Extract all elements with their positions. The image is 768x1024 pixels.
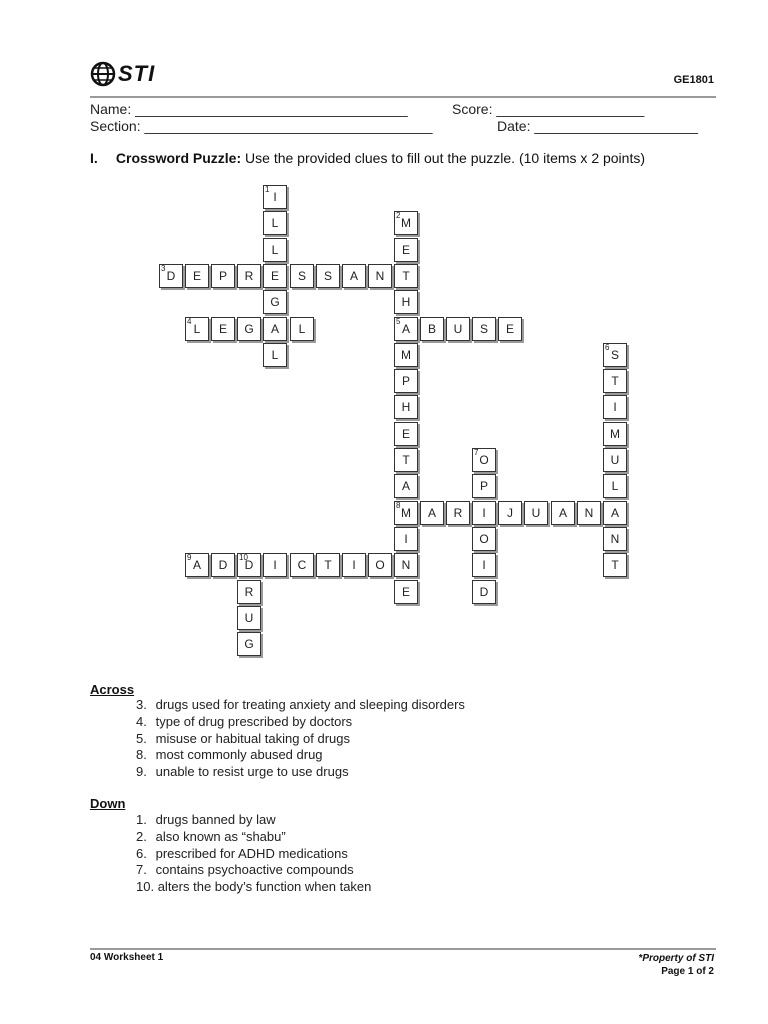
clue-num: 7.	[136, 862, 147, 878]
down-clue	[136, 862, 354, 877]
cell-letter: E	[192, 269, 201, 283]
crossword-cell[interactable]	[237, 317, 261, 341]
crossword-cell[interactable]	[290, 553, 314, 577]
cell-letter: A	[349, 269, 358, 283]
cell-letter: A	[558, 506, 567, 520]
cell-letter: T	[611, 558, 619, 572]
name-field[interactable]	[90, 101, 408, 117]
crossword-cell[interactable]	[237, 264, 261, 288]
course-code: GE1801	[673, 74, 714, 86]
across-clue	[136, 697, 465, 712]
crossword-cell[interactable]	[394, 238, 418, 262]
down-clue	[136, 829, 286, 844]
cell-letter: M	[401, 216, 411, 230]
crossword-cell[interactable]	[263, 185, 287, 209]
crossword-cell[interactable]	[472, 527, 496, 551]
cell-letter: S	[297, 269, 306, 283]
crossword-cell[interactable]	[472, 317, 496, 341]
crossword-cell[interactable]	[263, 290, 287, 314]
section-line: _____________________________________	[144, 118, 433, 134]
down-clue	[136, 812, 276, 827]
clue-text: misuse or habitual taking of drugs	[155, 730, 351, 746]
name-line: ___________________________________	[135, 101, 408, 117]
section-field[interactable]	[90, 118, 433, 134]
crossword-cell[interactable]	[159, 264, 183, 288]
crossword-cell[interactable]	[211, 553, 235, 577]
crossword-cell[interactable]	[551, 501, 575, 525]
cell-letter: S	[479, 322, 488, 336]
crossword-cell[interactable]	[472, 474, 496, 498]
cell-letter: U	[531, 506, 541, 520]
crossword-cell[interactable]	[342, 553, 366, 577]
sti-logo	[90, 60, 155, 88]
crossword-cell[interactable]	[446, 501, 470, 525]
clue-num: 8.	[136, 747, 147, 763]
clue-num: 4.	[136, 713, 147, 729]
crossword-cell[interactable]	[603, 448, 627, 472]
cell-letter: L	[611, 479, 619, 493]
cell-letter: M	[401, 506, 411, 520]
score-label: Score:	[452, 101, 493, 117]
cell-letter: H	[401, 295, 411, 309]
cell-letter: O	[479, 532, 489, 546]
crossword-cell[interactable]	[394, 527, 418, 551]
cell-letter: E	[505, 322, 514, 336]
cell-letter: E	[270, 269, 279, 283]
cell-letter: I	[482, 558, 486, 572]
across-clue	[136, 764, 349, 779]
cell-letter: N	[584, 506, 594, 520]
section-heading	[90, 150, 645, 166]
footer-right	[638, 952, 714, 978]
cell-letter: D	[479, 585, 489, 599]
crossword-cell[interactable]	[603, 343, 627, 367]
score-line: ___________________	[496, 101, 645, 117]
crossword-cell[interactable]	[394, 211, 418, 235]
cell-letter: D	[244, 558, 254, 572]
clue-num: 2.	[136, 828, 147, 844]
cell-letter: G	[270, 295, 280, 309]
crossword-cell[interactable]	[185, 553, 209, 577]
cell-letter: I	[613, 400, 617, 414]
cell-letter: A	[401, 322, 410, 336]
clue-text: prescribed for ADHD medications	[155, 845, 348, 861]
clue-number: 3	[161, 264, 166, 273]
crossword-cell[interactable]	[394, 448, 418, 472]
cell-letter: O	[479, 453, 489, 467]
crossword-cell[interactable]	[498, 501, 522, 525]
crossword-cell[interactable]	[603, 527, 627, 551]
cell-letter: T	[402, 453, 410, 467]
crossword-cell[interactable]	[342, 264, 366, 288]
clue-number: 2	[396, 211, 401, 220]
down-clue	[136, 879, 371, 894]
crossword-cell[interactable]	[394, 395, 418, 419]
clue-number: 5	[396, 317, 401, 326]
cell-letter: L	[193, 322, 201, 336]
cell-letter: I	[352, 558, 356, 572]
cell-letter: T	[402, 269, 410, 283]
clue-text: drugs banned by law	[155, 812, 276, 827]
crossword-cell[interactable]	[446, 317, 470, 341]
date-line: _____________________	[534, 118, 698, 134]
crossword-cell[interactable]	[263, 264, 287, 288]
cell-letter: L	[271, 243, 279, 257]
crossword-cell[interactable]	[394, 369, 418, 393]
clue-num: 5.	[136, 730, 147, 746]
cell-letter: I	[404, 532, 408, 546]
crossword-cell[interactable]	[394, 474, 418, 498]
clue-number: 7	[474, 448, 479, 457]
logo-text: STI	[118, 61, 156, 86]
score-field[interactable]	[452, 101, 644, 117]
clue-number: 4	[187, 317, 192, 326]
cell-letter: J	[507, 506, 513, 520]
cell-letter: I	[482, 506, 486, 520]
cell-letter: O	[375, 558, 385, 572]
page-number: Page 1 of 2	[661, 966, 714, 977]
cell-letter: E	[401, 585, 410, 599]
crossword-cell[interactable]	[237, 606, 261, 630]
cell-letter: N	[610, 532, 620, 546]
crossword-cell[interactable]	[420, 501, 444, 525]
cell-letter: H	[401, 400, 411, 414]
cell-letter: A	[610, 506, 619, 520]
crossword-cell[interactable]	[472, 553, 496, 577]
crossword-cell[interactable]	[603, 501, 627, 525]
crossword-cell[interactable]	[394, 501, 418, 525]
cell-letter: M	[401, 348, 411, 362]
crossword-cell[interactable]	[211, 317, 235, 341]
clue-num: 9.	[136, 764, 147, 780]
clue-text: alters the body’s function when taken	[157, 879, 372, 895]
cell-letter: L	[298, 322, 306, 336]
crossword-cell[interactable]	[603, 369, 627, 393]
cell-letter: A	[401, 479, 410, 493]
cell-letter: U	[453, 322, 463, 336]
clue-num: 10.	[136, 879, 155, 895]
crossword-cell[interactable]	[185, 264, 209, 288]
crossword-cell[interactable]	[211, 264, 235, 288]
cell-letter: U	[610, 453, 620, 467]
clue-number: 1	[265, 185, 270, 194]
cell-letter: A	[427, 506, 436, 520]
cell-letter: R	[453, 506, 463, 520]
crossword-cell[interactable]	[603, 474, 627, 498]
crossword-cell[interactable]	[394, 264, 418, 288]
clue-text: most commonly abused drug	[155, 747, 323, 763]
crossword-cell[interactable]	[394, 422, 418, 446]
crossword-cell[interactable]	[420, 317, 444, 341]
clue-text: type of drug prescribed by doctors	[155, 713, 353, 729]
crossword-cell[interactable]	[263, 553, 287, 577]
crossword-cell[interactable]	[263, 317, 287, 341]
crossword-cell[interactable]	[290, 264, 314, 288]
cell-letter: A	[270, 322, 279, 336]
crossword-cell[interactable]	[237, 580, 261, 604]
cell-letter: G	[244, 322, 254, 336]
property-note: *Property of STI	[638, 953, 714, 964]
cell-letter: T	[324, 558, 332, 572]
cell-letter: P	[479, 479, 488, 493]
cell-letter: D	[166, 269, 176, 283]
section-instruction: Use the provided clues to fill out the puzzle. (10 items x 2 points)	[245, 150, 646, 166]
crossword-cell[interactable]	[316, 553, 340, 577]
clue-number: 6	[605, 343, 610, 352]
clue-text: contains psychoactive compounds	[155, 862, 354, 878]
cell-letter: A	[192, 558, 201, 572]
cell-letter: B	[427, 322, 436, 336]
crossword-cell[interactable]	[472, 580, 496, 604]
cell-letter: R	[244, 585, 254, 599]
cell-letter: L	[271, 348, 279, 362]
cell-letter: E	[401, 243, 410, 257]
crossword-cell[interactable]	[603, 395, 627, 419]
crossword-cell[interactable]	[524, 501, 548, 525]
down-clue	[136, 846, 348, 861]
cell-letter: L	[271, 216, 279, 230]
clue-text: also known as “shabu”	[155, 828, 286, 844]
crossword-cell[interactable]	[603, 553, 627, 577]
section-title: Crossword Puzzle:	[115, 150, 242, 166]
header-divider	[90, 96, 716, 98]
cell-letter: P	[401, 374, 410, 388]
crossword-cell[interactable]	[263, 343, 287, 367]
cell-letter: U	[244, 611, 254, 625]
crossword-cell[interactable]	[237, 553, 261, 577]
down-heading: Down	[90, 796, 126, 811]
cell-letter: I	[273, 558, 277, 572]
cell-letter: I	[273, 190, 277, 204]
clue-text: unable to resist urge to use drugs	[155, 764, 349, 780]
crossword-cell[interactable]	[263, 211, 287, 235]
section-label: Section:	[90, 118, 141, 134]
crossword-cell[interactable]	[263, 238, 287, 262]
crossword-cell[interactable]	[316, 264, 340, 288]
cell-letter: N	[401, 558, 411, 572]
footer-divider	[90, 948, 716, 950]
crossword-cell[interactable]	[394, 580, 418, 604]
crossword-cell[interactable]	[577, 501, 601, 525]
crossword-cell[interactable]	[185, 317, 209, 341]
cell-letter: P	[218, 269, 227, 283]
cell-letter: S	[323, 269, 332, 283]
worksheet-label: 04 Worksheet 1	[90, 952, 164, 963]
crossword-cell[interactable]	[237, 632, 261, 656]
crossword-cell[interactable]	[394, 290, 418, 314]
clue-number: 9	[187, 553, 192, 562]
clue-number: 8	[396, 501, 401, 510]
clue-text: drugs used for treating anxiety and sleeping disorders	[155, 697, 465, 712]
date-field[interactable]	[497, 118, 698, 134]
clue-num: 6.	[136, 845, 147, 861]
crossword-cell[interactable]	[472, 448, 496, 472]
cell-letter: T	[611, 374, 619, 388]
crossword-cell[interactable]	[394, 317, 418, 341]
globe-icon	[90, 61, 116, 87]
cell-letter: E	[401, 427, 410, 441]
date-label: Date:	[497, 118, 531, 134]
clue-num: 3.	[136, 697, 147, 712]
cell-letter: G	[244, 637, 254, 651]
crossword-cell[interactable]	[368, 553, 392, 577]
crossword-cell[interactable]	[368, 264, 392, 288]
cell-letter: C	[297, 558, 307, 572]
clue-number: 10	[239, 553, 248, 562]
crossword-cell[interactable]	[498, 317, 522, 341]
across-clue	[136, 714, 352, 729]
crossword-cell[interactable]	[472, 501, 496, 525]
clue-num: 1.	[136, 812, 147, 827]
across-clue	[136, 731, 350, 746]
name-label: Name:	[90, 101, 132, 117]
crossword-cell[interactable]	[290, 317, 314, 341]
cell-letter: S	[610, 348, 619, 362]
section-number: I.	[90, 150, 98, 166]
cell-letter: E	[218, 322, 227, 336]
crossword-cell[interactable]	[394, 553, 418, 577]
crossword-cell[interactable]	[394, 343, 418, 367]
cell-letter: M	[610, 427, 620, 441]
crossword-cell[interactable]	[603, 422, 627, 446]
across-heading: Across	[90, 682, 135, 697]
cell-letter: N	[375, 269, 385, 283]
across-clue	[136, 747, 323, 762]
cell-letter: R	[244, 269, 254, 283]
cell-letter: D	[218, 558, 228, 572]
